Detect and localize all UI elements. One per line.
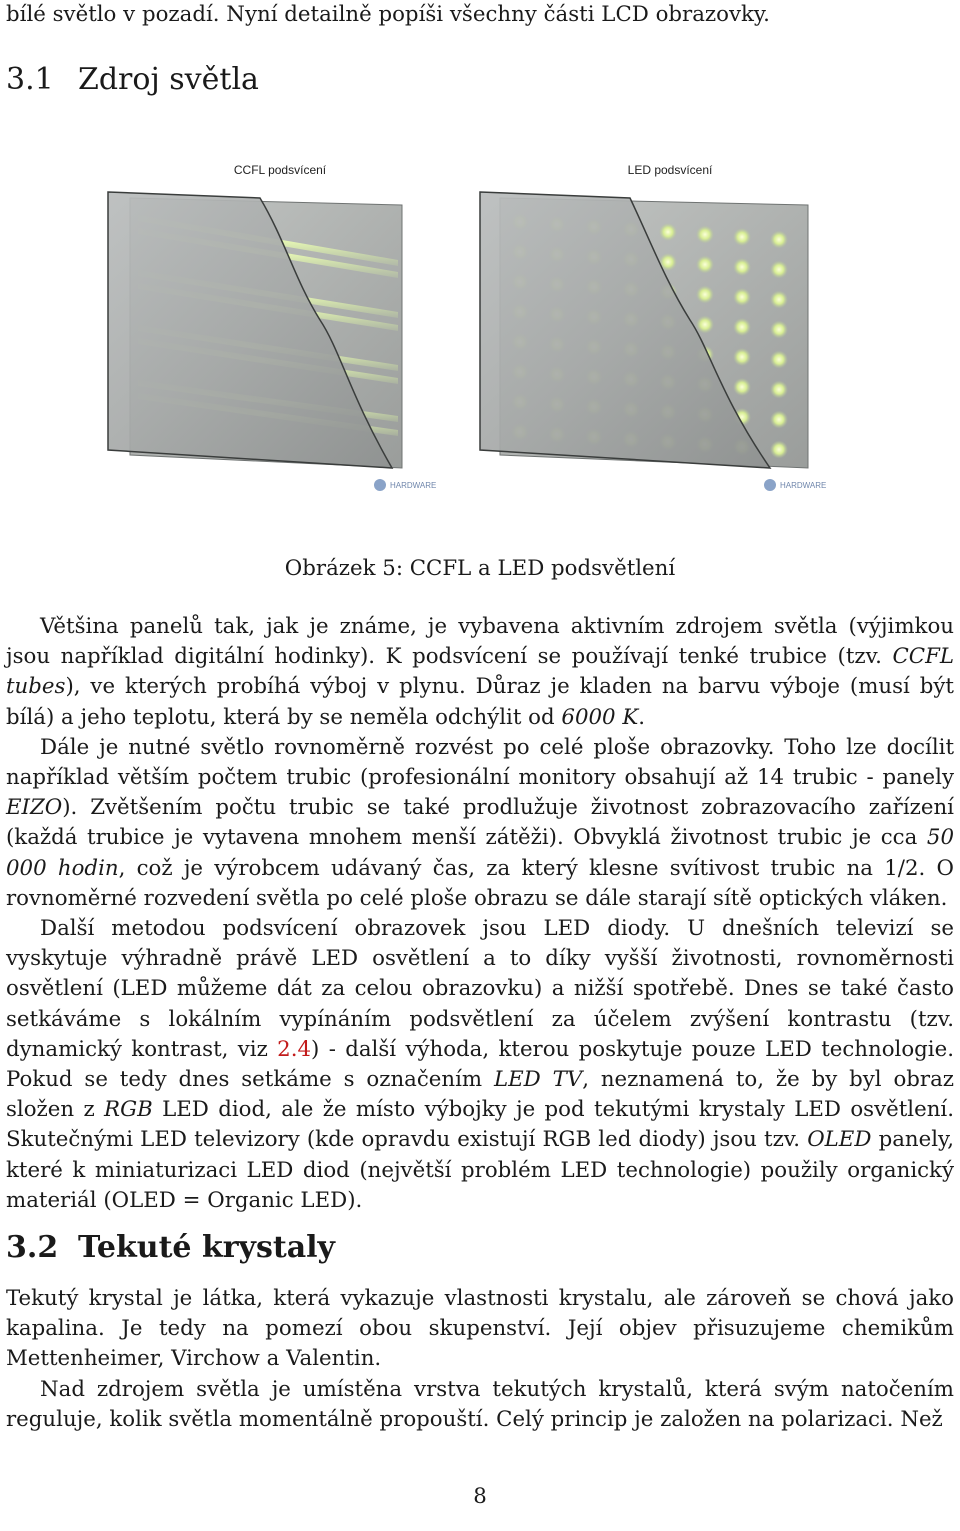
figure-caption: Obrázek 5: CCFL a LED podsvětlení — [284, 556, 676, 581]
paragraph-5: Nad zdrojem světla je umístěna vrstva tekutých krystalů, která svým natočením reguluje, kolik světla momentálně propouští. Celý princip je založen na polarizaci. Než — [6, 1376, 954, 1432]
section-number: 3.1 — [6, 62, 54, 97]
led-dot — [733, 258, 751, 276]
led-dot — [770, 351, 788, 369]
page-number: 8 — [473, 1484, 487, 1509]
hardware-logo-left — [374, 479, 436, 491]
led-dot — [733, 318, 751, 336]
label-ccfl: CCFL podsvícení — [233, 163, 327, 177]
led-dot — [696, 316, 714, 334]
led-dot — [770, 261, 788, 279]
led-dot — [696, 226, 714, 244]
led-dot — [733, 378, 751, 396]
led-dot — [733, 288, 751, 306]
section-ref-link[interactable]: 2.4 — [277, 1036, 312, 1062]
led-dot — [659, 223, 677, 241]
led-dot — [733, 228, 751, 246]
body-text-3-1 — [6, 612, 954, 1216]
paragraph-2: Dále je nutné světlo rovnoměrně rozvést po celé ploše obrazovky. Toho lze docílit například větším počtem trubic (profesionální monitory obsahují až 14 trubic - panely EIZO). Zvětšením počtu trubic se také prodlužuje životnost zobrazovacího zařízení (každá trubice je vytavena mnohem menší zátěži). Obvyklá životnost trubic je cca 50 000 hodin, což je výrobcem udávaný čas, za který klesne svítivost trubic na 1/2. O rovnoměrné rozvedení světla po celé ploše obrazu se dále starají sítě optických vláken. — [6, 734, 954, 911]
led-panel — [480, 192, 826, 491]
led-dot — [770, 441, 788, 459]
watermark-text: HARDWARE — [780, 481, 827, 490]
paragraph-4: Tekutý krystal je látka, která vykazuje vlastnosti krystalu, ale zároveň se chová jako kapalina. Je tedy na pomezí obou skupenství. Její objev přisuzujeme chemikům Mettenheimer, Virchow a Valentin. — [6, 1286, 954, 1372]
led-dot — [696, 286, 714, 304]
ccfl-panel — [108, 192, 436, 491]
led-dot — [770, 231, 788, 249]
section-title: Zdroj světla — [78, 62, 259, 97]
section-title: Tekuté krystaly — [78, 1230, 335, 1265]
led-dot — [770, 381, 788, 399]
top-text-line: bílé světlo v pozadí. Nyní detailně popíši všechny části LCD obrazovky. — [6, 2, 770, 27]
label-led: LED podsvícení — [627, 163, 713, 177]
hardware-logo-right — [764, 479, 826, 491]
backlight-figure — [80, 150, 900, 505]
led-dot — [696, 256, 714, 274]
led-dot — [770, 321, 788, 339]
section-heading-3-1 — [6, 62, 259, 97]
led-dot — [733, 348, 751, 366]
paragraph-1: Většina panelů tak, jak je známe, je vybavena aktivním zdrojem světla (výjimkou jsou například digitální hodinky). K podsvícení se používají tenké trubice (tzv. CCFL tubes), ve kterých probíhá výboj v plynu. Důraz je kladen na barvu výboje (musí být bílá) a jeho teplotu, která by se neměla odchýlit od 6000 K. — [6, 614, 954, 730]
paragraph-3: Další metodou podsvícení obrazovek jsou LED diody. U dnešních televizí se vyskytuje výhradně právě LED osvětlení a to díky vyšší životnosti, rovnoměrnosti osvětlení (LED můžeme dát za celou obrazovku) a nižší spotřebě. Dnes se také často setkáváme s lokálním vypínáním podsvětlení za účelem zvýšení kontrastu (tzv. dynamický kontrast, viz 2.4) - další výhoda, kterou poskytuje pouze LED technologie. Pokud se tedy dnes setkáme s označením LED TV, neznamená to, že by byl obraz složen z RGB LED diod, ale že místo výbojky je pod tekutými krystaly LED osvětlení. Skutečnými LED televizory (kde opravdu existují RGB led diody) jsou tzv. OLED panely, které k miniaturizaci LED diod (největší problém LED technologie) použily organický materiál (OLED = Organic LED). — [6, 916, 954, 1213]
body-text-3-2 — [6, 1284, 954, 1435]
led-dot — [770, 291, 788, 309]
section-number: 3.2 — [6, 1230, 59, 1265]
led-dot — [770, 411, 788, 429]
section-heading-3-2 — [6, 1230, 335, 1265]
watermark-text: HARDWARE — [390, 481, 437, 490]
